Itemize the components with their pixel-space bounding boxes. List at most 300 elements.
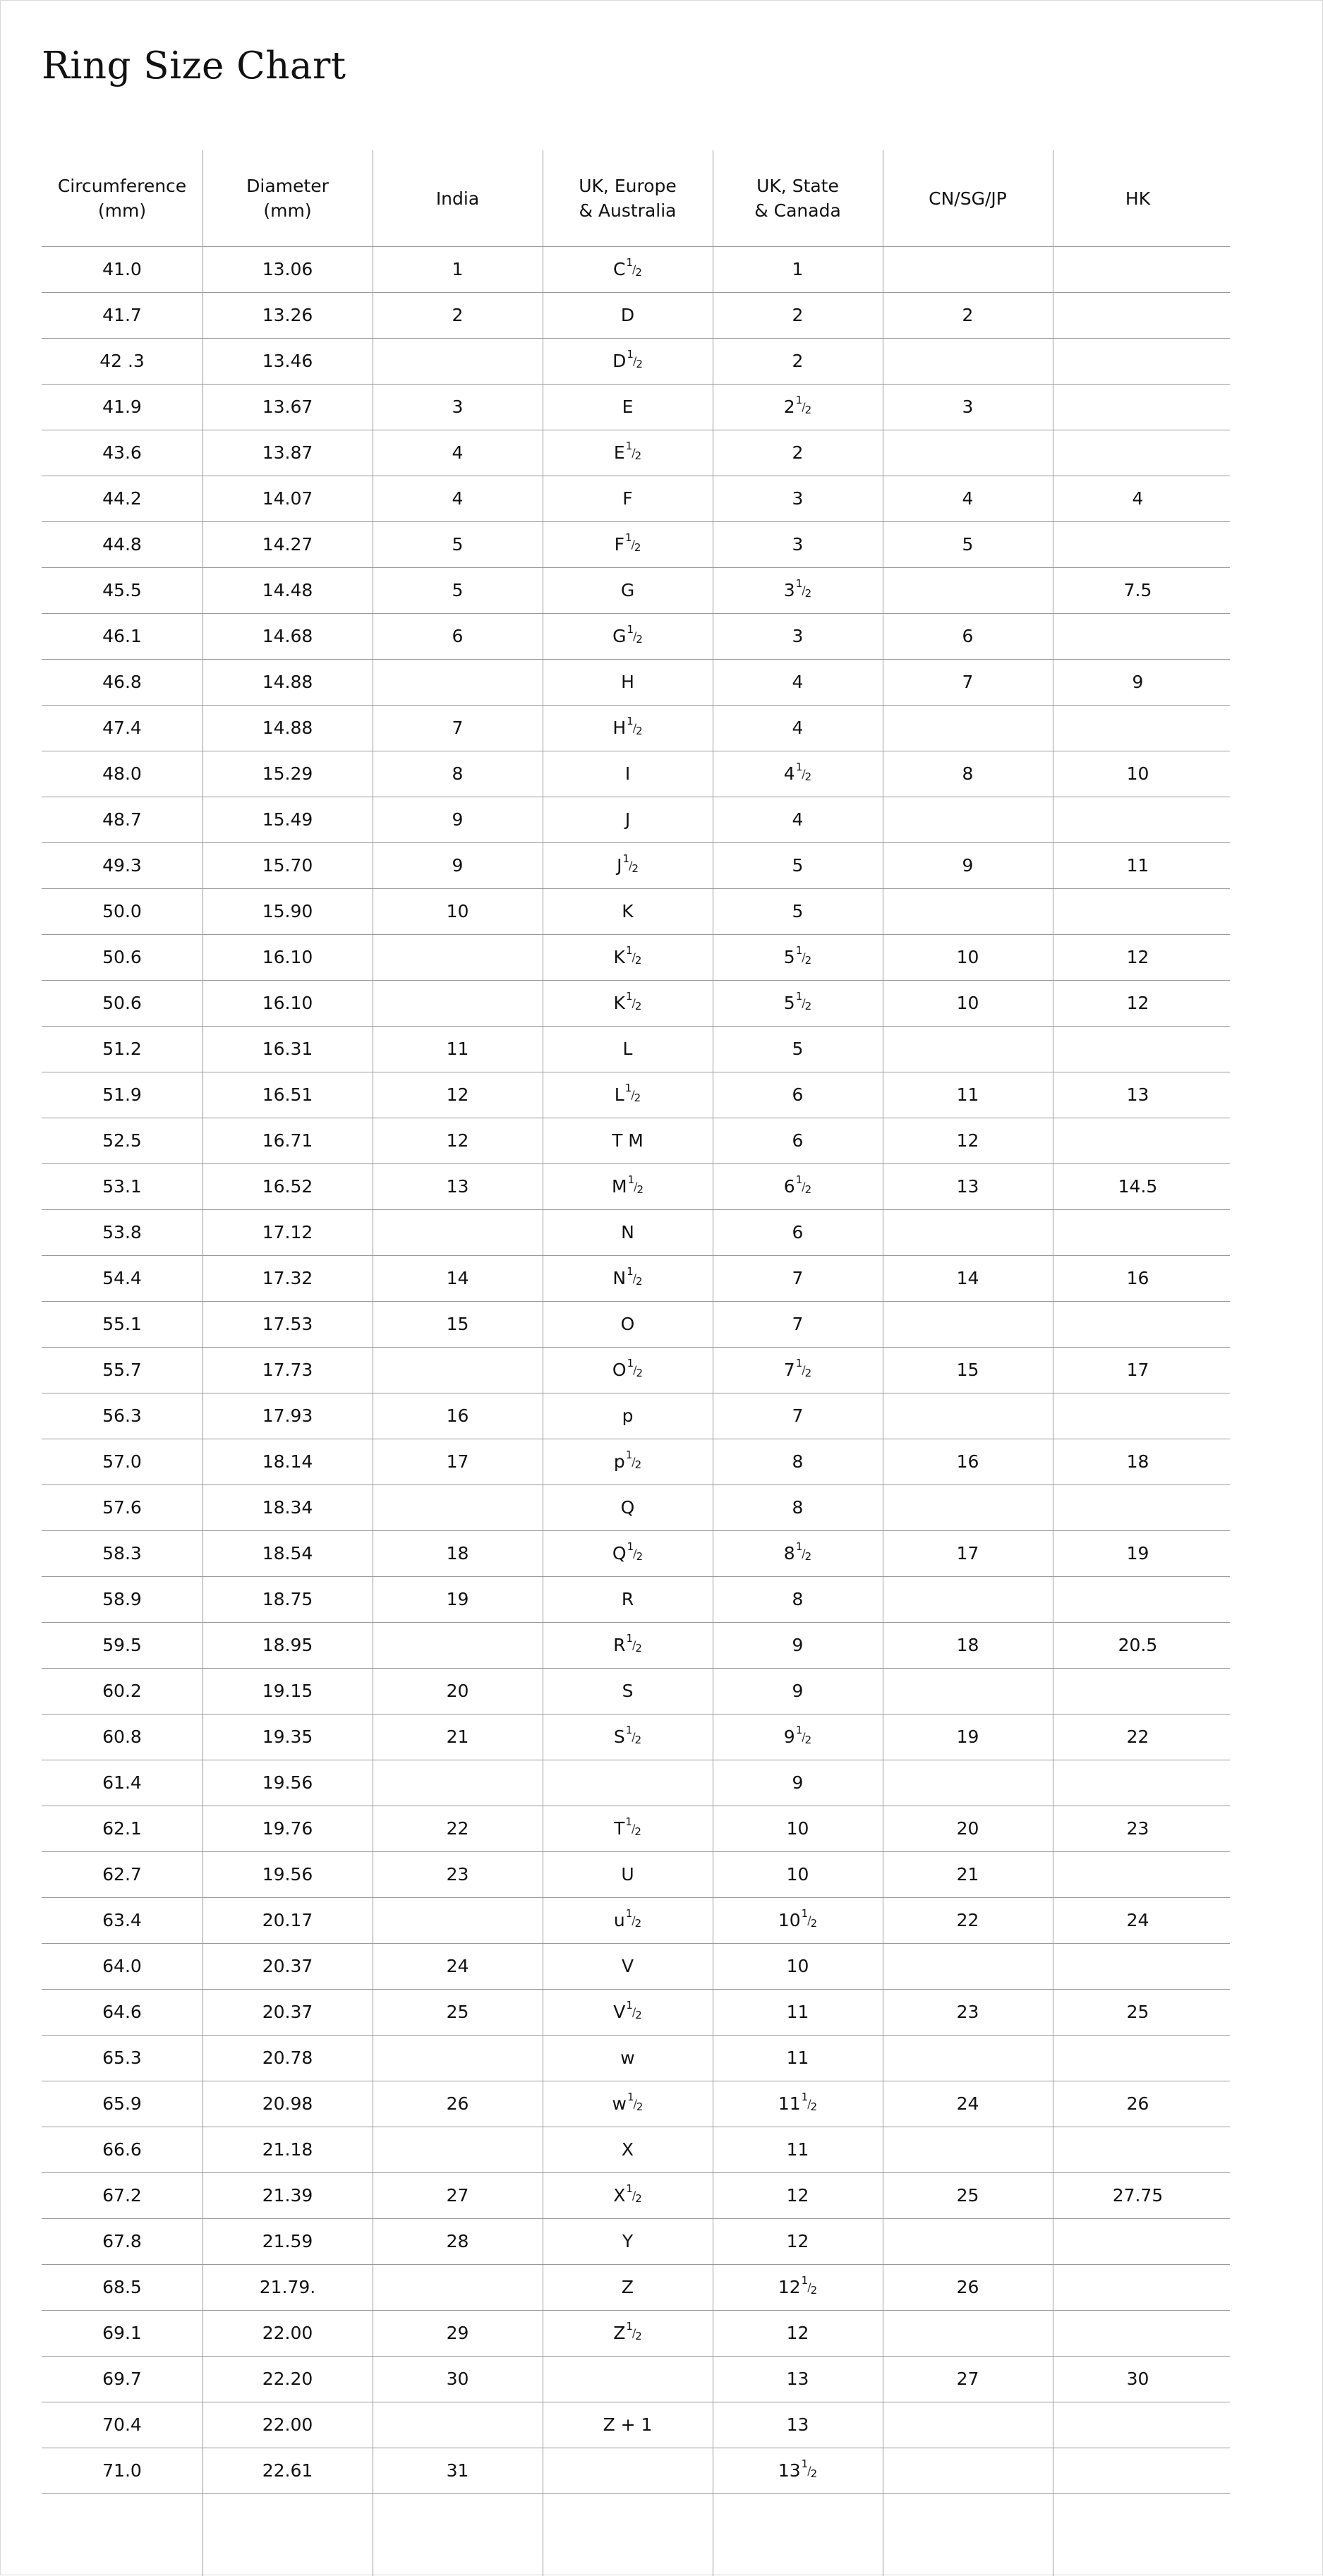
cell-india: 25 — [446, 2002, 469, 2022]
row-divider — [42, 1576, 1230, 1577]
cell-uk-europe: w 1 / 2 — [612, 2091, 644, 2114]
table-row — [42, 751, 1230, 797]
cell-india: 28 — [446, 2231, 469, 2251]
cell-cn-sg-jp: 6 — [962, 626, 974, 646]
cell-uk-state: 9 — [792, 1772, 804, 1793]
cell-diameter: 15.29 — [262, 763, 313, 784]
cell-hk — [1053, 2310, 1223, 2356]
cell-india: 14 — [446, 1268, 469, 1288]
cell-india — [373, 1484, 543, 1530]
table-row — [42, 1943, 1230, 1989]
cell-uk-europe: U — [621, 1864, 634, 1885]
cell-uk-state: 8 — [792, 1589, 804, 1609]
cell-circumference: 61.4 — [102, 1772, 142, 1793]
cell-india: 18 — [446, 1543, 469, 1564]
cell-uk-state: 9 — [792, 1681, 804, 1701]
cell-diameter: 21.18 — [262, 2139, 313, 2160]
cell-uk-europe: Q 1 / 2 — [612, 1540, 644, 1564]
cell-hk: 18 — [1126, 1451, 1149, 1472]
cell-hk: 12 — [1126, 993, 1149, 1013]
cell-cn-sg-jp: 8 — [962, 763, 974, 784]
cell-hk — [1053, 1668, 1223, 1714]
cell-circumference: 64.6 — [102, 2002, 142, 2022]
cell-cn-sg-jp: 4 — [962, 488, 974, 509]
cell-diameter: 22.00 — [262, 2414, 313, 2435]
table-body — [42, 246, 1230, 2493]
cell-circumference: 48.7 — [102, 809, 142, 830]
cell-cn-sg-jp — [883, 1943, 1053, 1989]
cell-cn-sg-jp: 13 — [956, 1176, 979, 1197]
cell-hk — [1053, 338, 1223, 384]
table-row — [42, 2356, 1230, 2402]
cell-hk — [1053, 1851, 1223, 1897]
row-divider — [42, 705, 1230, 706]
half-fraction: 1 / 2 — [795, 1173, 812, 1196]
cell-india: 12 — [446, 1130, 469, 1151]
table-row — [42, 1622, 1230, 1668]
row-divider — [42, 2493, 1230, 2494]
cell-uk-state: 5 — [792, 901, 804, 921]
cell-diameter: 20.17 — [262, 1910, 313, 1930]
cell-hk — [1053, 1760, 1223, 1806]
cell-circumference: 50.0 — [102, 901, 142, 921]
table-row — [42, 1484, 1230, 1530]
header-diameter: Diameter (mm) — [246, 176, 329, 221]
cell-diameter: 14.48 — [262, 580, 313, 600]
cell-india — [373, 934, 543, 980]
cell-diameter: 17.93 — [262, 1405, 313, 1426]
half-fraction: 1 / 2 — [795, 944, 812, 967]
page-title: Ring Size Chart — [42, 44, 346, 87]
cell-cn-sg-jp: 2 — [962, 305, 974, 325]
row-divider — [42, 1026, 1230, 1027]
cell-uk-state: 2 1 / 2 — [783, 394, 812, 417]
cell-diameter: 14.27 — [262, 534, 313, 555]
cell-uk-europe: N — [621, 1222, 634, 1242]
cell-india: 6 — [452, 626, 464, 646]
cell-cn-sg-jp: 15 — [956, 1360, 979, 1380]
cell-hk — [1053, 430, 1223, 476]
cell-uk-state: 3 1 / 2 — [783, 577, 812, 600]
cell-diameter: 14.68 — [262, 626, 313, 646]
cell-circumference: 58.9 — [102, 1589, 142, 1609]
cell-cn-sg-jp: 7 — [962, 672, 974, 692]
row-divider — [42, 1714, 1230, 1715]
half-fraction: 1 / 2 — [627, 1265, 643, 1288]
table-row — [42, 888, 1230, 934]
cell-circumference: 44.2 — [102, 488, 142, 509]
cell-india: 16 — [446, 1405, 469, 1426]
cell-cn-sg-jp — [883, 1760, 1053, 1806]
cell-diameter: 22.00 — [262, 2323, 313, 2343]
cell-circumference: 68.5 — [102, 2277, 142, 2297]
half-fraction: 1 / 2 — [801, 1907, 818, 1930]
cell-india: 19 — [446, 1589, 469, 1609]
row-divider — [42, 1163, 1230, 1164]
cell-uk-europe: I — [624, 763, 631, 784]
cell-uk-state: 3 — [792, 488, 804, 509]
cell-circumference: 56.3 — [102, 1405, 142, 1426]
row-divider — [42, 2218, 1230, 2219]
cell-hk — [1053, 705, 1223, 751]
cell-uk-europe: K — [622, 901, 634, 921]
half-fraction: 1 / 2 — [625, 944, 642, 967]
row-divider — [42, 842, 1230, 843]
table-row — [42, 2264, 1230, 2310]
table-row — [42, 1530, 1230, 1576]
cell-uk-state: 9 — [792, 1635, 804, 1655]
cell-uk-europe: D — [620, 305, 635, 325]
cell-uk-europe: Z + 1 — [603, 2414, 653, 2435]
cell-cn-sg-jp: 12 — [956, 1130, 979, 1151]
cell-diameter: 16.10 — [262, 993, 313, 1013]
cell-uk-state: 10 — [786, 1818, 809, 1839]
cell-circumference: 63.4 — [102, 1910, 142, 1930]
cell-uk-europe: H 1 / 2 — [612, 715, 643, 738]
cell-cn-sg-jp — [883, 2127, 1053, 2172]
cell-uk-state: 7 — [792, 1268, 804, 1288]
row-divider — [42, 980, 1230, 981]
cell-cn-sg-jp: 22 — [956, 1910, 979, 1930]
table-row — [42, 1072, 1230, 1118]
row-divider — [42, 659, 1230, 660]
table-row — [42, 1209, 1230, 1255]
cell-diameter: 19.56 — [262, 1864, 313, 1885]
cell-hk: 4 — [1132, 488, 1144, 509]
cell-diameter: 21.79. — [259, 2277, 316, 2297]
cell-circumference: 51.2 — [102, 1039, 142, 1059]
cell-uk-europe: R — [621, 1589, 634, 1609]
half-fraction: 1 / 2 — [801, 2457, 818, 2480]
cell-india: 24 — [446, 1956, 469, 1976]
cell-hk — [1053, 1118, 1223, 1163]
cell-uk-state: 11 — [786, 2048, 809, 2068]
cell-circumference: 53.8 — [102, 1222, 142, 1242]
table-row — [42, 1806, 1230, 1851]
half-fraction: 1 / 2 — [627, 623, 643, 646]
row-divider — [42, 384, 1230, 385]
cell-india — [373, 338, 543, 384]
cell-uk-state: 12 — [786, 2231, 809, 2251]
cell-uk-europe: T M — [612, 1130, 644, 1151]
cell-india: 12 — [446, 1084, 469, 1105]
half-fraction: 1 / 2 — [795, 761, 812, 783]
cell-cn-sg-jp: 23 — [956, 2002, 979, 2022]
cell-uk-europe: V 1 / 2 — [613, 1999, 642, 2022]
cell-diameter: 20.37 — [262, 1956, 313, 1976]
half-fraction: 1 / 2 — [627, 2091, 644, 2113]
cell-uk-europe: O — [620, 1314, 635, 1334]
cell-uk-state: 6 — [792, 1130, 804, 1151]
half-fraction: 1 / 2 — [795, 1357, 812, 1379]
cell-uk-state: 7 1 / 2 — [783, 1357, 812, 1380]
cell-uk-europe: w — [620, 2048, 635, 2068]
table-row — [42, 1163, 1230, 1209]
cell-uk-europe: R 1 / 2 — [613, 1632, 642, 1655]
cell-india: 22 — [446, 1818, 469, 1839]
cell-diameter: 13.06 — [262, 259, 313, 279]
cell-hk — [1053, 1301, 1223, 1347]
half-fraction: 1 / 2 — [627, 1173, 644, 1196]
half-fraction: 1 / 2 — [626, 1632, 642, 1655]
cell-diameter: 16.31 — [262, 1039, 313, 1059]
cell-circumference: 41.7 — [102, 305, 142, 325]
cell-uk-europe: X 1 / 2 — [613, 2182, 642, 2206]
cell-circumference: 50.6 — [102, 993, 142, 1013]
row-divider — [42, 1347, 1230, 1348]
table-row — [42, 521, 1230, 567]
cell-circumference: 50.6 — [102, 947, 142, 967]
cell-uk-europe: L — [622, 1039, 633, 1059]
cell-circumference: 60.8 — [102, 1727, 142, 1747]
table-row — [42, 613, 1230, 659]
half-fraction: 1 / 2 — [625, 1724, 642, 1746]
half-fraction: 1 / 2 — [622, 852, 639, 875]
cell-diameter: 19.76 — [262, 1818, 313, 1839]
cell-hk: 13 — [1126, 1084, 1149, 1105]
row-divider — [42, 1484, 1230, 1485]
row-divider — [42, 2035, 1230, 2036]
cell-diameter: 22.61 — [262, 2460, 313, 2481]
cell-diameter: 17.73 — [262, 1360, 313, 1380]
cell-uk-europe — [543, 2356, 713, 2402]
cell-uk-state: 11 — [786, 2002, 809, 2022]
cell-uk-state: 6 — [792, 1222, 804, 1242]
size-table — [42, 150, 1230, 2576]
cell-cn-sg-jp — [883, 567, 1053, 613]
cell-cn-sg-jp — [883, 2035, 1053, 2081]
half-fraction: 1 / 2 — [626, 1999, 642, 2021]
table-row — [42, 1393, 1230, 1439]
table-row — [42, 1576, 1230, 1622]
cell-uk-europe: K 1 / 2 — [613, 944, 642, 967]
table-row — [42, 292, 1230, 338]
cell-uk-state: 3 — [792, 626, 804, 646]
cell-diameter: 17.12 — [262, 1222, 313, 1242]
cell-uk-state: 2 — [792, 305, 804, 325]
cell-diameter: 20.78 — [262, 2048, 313, 2068]
cell-cn-sg-jp — [883, 1393, 1053, 1439]
cell-india: 5 — [452, 534, 464, 555]
cell-circumference: 58.3 — [102, 1543, 142, 1564]
cell-uk-europe: G — [620, 580, 635, 600]
cell-uk-europe: G 1 / 2 — [612, 623, 643, 646]
cell-uk-europe: E — [622, 397, 634, 417]
cell-diameter: 16.51 — [262, 1084, 313, 1105]
cell-hk — [1053, 2402, 1223, 2448]
row-divider — [42, 888, 1230, 889]
cell-diameter: 19.35 — [262, 1727, 313, 1747]
cell-india: 20 — [446, 1681, 469, 1701]
cell-circumference: 52.5 — [102, 1130, 142, 1151]
cell-diameter: 18.75 — [262, 1589, 313, 1609]
cell-cn-sg-jp — [883, 1301, 1053, 1347]
table-row — [42, 246, 1230, 292]
cell-hk: 27.75 — [1112, 2185, 1164, 2206]
cell-india: 4 — [452, 488, 464, 509]
cell-cn-sg-jp: 27 — [956, 2369, 979, 2389]
cell-diameter: 15.49 — [262, 809, 313, 830]
cell-diameter: 13.26 — [262, 305, 313, 325]
cell-india: 5 — [452, 580, 464, 600]
row-divider — [42, 1255, 1230, 1256]
table-row — [42, 2127, 1230, 2172]
row-divider — [42, 521, 1230, 522]
cell-uk-europe: O 1 / 2 — [612, 1357, 644, 1380]
cell-hk — [1053, 292, 1223, 338]
cell-circumference: 69.1 — [102, 2323, 142, 2343]
cell-india: 3 — [452, 397, 464, 417]
cell-uk-state: 5 — [792, 855, 804, 876]
table-row — [42, 1897, 1230, 1943]
cell-india — [373, 659, 543, 705]
cell-uk-europe: S — [622, 1681, 634, 1701]
cell-diameter: 15.70 — [262, 855, 313, 876]
cell-uk-state: 13 — [786, 2369, 809, 2389]
cell-circumference: 46.8 — [102, 672, 142, 692]
cell-uk-europe: C 1 / 2 — [613, 256, 642, 279]
cell-circumference: 59.5 — [102, 1635, 142, 1655]
half-fraction: 1 / 2 — [795, 990, 812, 1012]
cell-india — [373, 2127, 543, 2172]
cell-circumference: 65.3 — [102, 2048, 142, 2068]
cell-diameter: 17.53 — [262, 1314, 313, 1334]
cell-circumference: 71.0 — [102, 2460, 142, 2481]
row-divider — [42, 1897, 1230, 1898]
table-row — [42, 842, 1230, 888]
table-row — [42, 1668, 1230, 1714]
row-divider — [42, 1943, 1230, 1944]
cell-uk-state: 4 1 / 2 — [783, 761, 812, 784]
cell-uk-state: 10 — [786, 1956, 809, 1976]
cell-uk-state: 4 — [792, 672, 804, 692]
cell-india: 31 — [446, 2460, 469, 2481]
cell-circumference: 54.4 — [102, 1268, 142, 1288]
cell-uk-state: 8 — [792, 1451, 804, 1472]
cell-india — [373, 1760, 543, 1806]
cell-cn-sg-jp: 24 — [956, 2093, 979, 2114]
half-fraction: 1 / 2 — [624, 531, 641, 554]
half-fraction: 1 / 2 — [625, 1449, 642, 1471]
cell-india — [373, 2264, 543, 2310]
cell-uk-state: 7 — [792, 1314, 804, 1334]
cell-hk — [1053, 1576, 1223, 1622]
cell-uk-europe: E 1 / 2 — [613, 440, 642, 463]
row-divider — [42, 1622, 1230, 1623]
cell-circumference: 65.9 — [102, 2093, 142, 2114]
row-divider — [42, 1209, 1230, 1210]
cell-uk-state: 1 — [792, 259, 804, 279]
cell-india: 21 — [446, 1727, 469, 1747]
cell-uk-europe: u 1 / 2 — [613, 1907, 642, 1930]
table-row — [42, 1439, 1230, 1484]
cell-hk: 14.5 — [1118, 1176, 1158, 1197]
cell-hk — [1053, 2264, 1223, 2310]
cell-uk-europe: Q — [620, 1497, 635, 1518]
cell-india: 9 — [452, 855, 464, 876]
cell-uk-europe: p 1 / 2 — [613, 1449, 642, 1472]
cell-hk — [1053, 613, 1223, 659]
cell-diameter: 15.90 — [262, 901, 313, 921]
cell-uk-europe: p — [622, 1405, 634, 1426]
half-fraction: 1 / 2 — [627, 715, 643, 737]
cell-hk — [1053, 1943, 1223, 1989]
cell-hk — [1053, 1393, 1223, 1439]
cell-uk-state: 5 1 / 2 — [783, 990, 812, 1013]
cell-circumference: 69.7 — [102, 2369, 142, 2389]
cell-circumference: 62.1 — [102, 1818, 142, 1839]
half-fraction: 1 / 2 — [625, 990, 642, 1012]
cell-hk: 7.5 — [1123, 580, 1152, 600]
cell-circumference: 44.8 — [102, 534, 142, 555]
cell-cn-sg-jp — [883, 2448, 1053, 2493]
table-row — [42, 659, 1230, 705]
cell-diameter: 16.10 — [262, 947, 313, 967]
cell-hk: 10 — [1126, 763, 1149, 784]
row-divider — [42, 934, 1230, 935]
cell-circumference: 42 .3 — [99, 351, 145, 371]
cell-cn-sg-jp: 26 — [956, 2277, 979, 2297]
cell-uk-state: 7 — [792, 1405, 804, 1426]
cell-hk — [1053, 2127, 1223, 2172]
cell-india: 15 — [446, 1314, 469, 1334]
cell-uk-state: 13 — [786, 2414, 809, 2435]
table-row — [42, 567, 1230, 613]
cell-circumference: 66.6 — [102, 2139, 142, 2160]
cell-circumference: 64.0 — [102, 1956, 142, 1976]
cell-diameter: 20.98 — [262, 2093, 313, 2114]
cell-circumference: 67.8 — [102, 2231, 142, 2251]
cell-india: 9 — [452, 809, 464, 830]
cell-diameter: 18.95 — [262, 1635, 313, 1655]
row-divider — [42, 246, 1230, 247]
cell-circumference: 70.4 — [102, 2414, 142, 2435]
cell-uk-state: 9 1 / 2 — [783, 1724, 812, 1747]
cell-hk: 23 — [1126, 1818, 1149, 1839]
cell-uk-state: 2 — [792, 351, 804, 371]
cell-circumference: 46.1 — [102, 626, 142, 646]
cell-hk — [1053, 384, 1223, 430]
cell-cn-sg-jp — [883, 1484, 1053, 1530]
half-fraction: 1 / 2 — [627, 348, 643, 370]
half-fraction: 1 / 2 — [795, 1724, 812, 1746]
cell-circumference: 57.6 — [102, 1497, 142, 1518]
half-fraction: 1 / 2 — [626, 2182, 642, 2205]
row-divider — [42, 1851, 1230, 1852]
cell-diameter: 19.56 — [262, 1772, 313, 1793]
cell-india: 11 — [446, 1039, 469, 1059]
cell-hk: 25 — [1126, 2002, 1149, 2022]
cell-diameter: 22.20 — [262, 2369, 313, 2389]
cell-uk-state: 11 — [786, 2139, 809, 2160]
cell-cn-sg-jp — [883, 1576, 1053, 1622]
half-fraction: 1 / 2 — [624, 1082, 641, 1104]
cell-diameter: 21.39 — [262, 2185, 313, 2206]
cell-hk: 11 — [1126, 855, 1149, 876]
cell-uk-state: 12 1 / 2 — [778, 2274, 818, 2297]
header-circumference: Circumference (mm) — [57, 176, 187, 221]
cell-uk-europe: M 1 / 2 — [611, 1173, 644, 1197]
row-divider — [42, 2264, 1230, 2265]
cell-diameter: 19.15 — [262, 1681, 313, 1701]
row-divider — [42, 1668, 1230, 1669]
cell-cn-sg-jp: 25 — [956, 2185, 979, 2206]
cell-circumference: 43.6 — [102, 442, 142, 463]
row-divider — [42, 1301, 1230, 1302]
cell-hk — [1053, 888, 1223, 934]
table-row — [42, 705, 1230, 751]
row-divider — [42, 2310, 1230, 2311]
